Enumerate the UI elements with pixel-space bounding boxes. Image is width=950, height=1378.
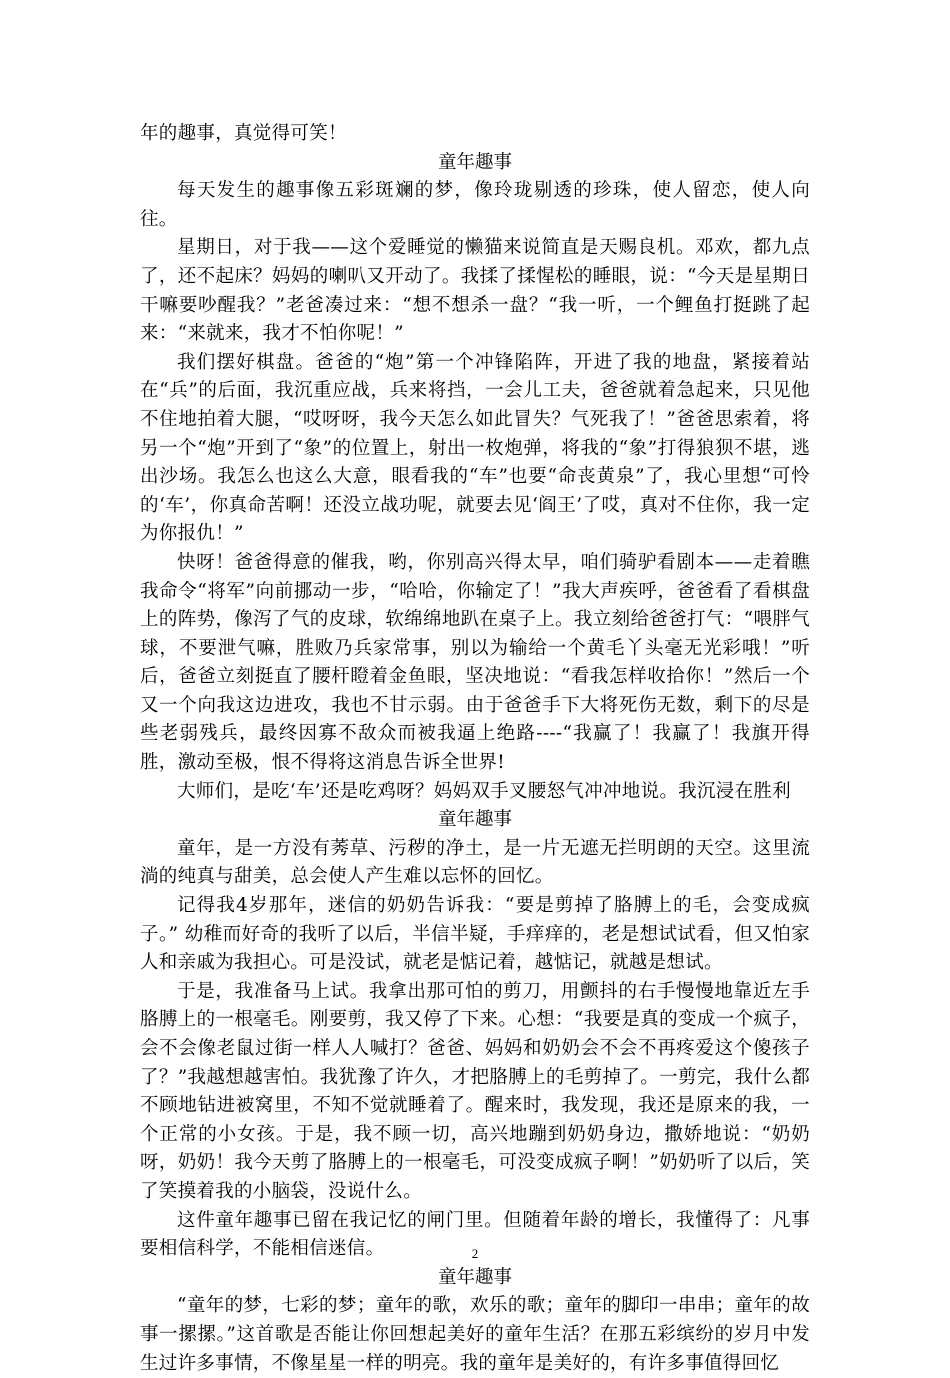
section-title: 童年趣事 bbox=[437, 1266, 512, 1288]
paragraph: 星期日，对于我——这个爱睡觉的懒猫来说简直是天赐良机。邓欢，都九点了，还不起床？妈妈的喇叭又开动了。我揉了揉惺松的睡眼，说：“今天是星期日干嘛要吵醒我？”老爸凑过来：“想不想杀一盘？“我一听，一个鲤鱼打挺跳了起来：“来就来，我才不怕你呢！” bbox=[140, 237, 810, 345]
section-title: 童年趣事 bbox=[437, 151, 512, 173]
paragraph: 大师们，是吃‘车’还是吃鸡呀？妈妈双手叉腰怒气冲冲地说。我沉浸在胜利 bbox=[177, 780, 791, 802]
page-number: 2 bbox=[471, 1246, 479, 1261]
continuation-text: 年的趣事，真觉得可笑！ bbox=[140, 123, 347, 144]
paragraph: 这件童年趣事已留在我记忆的闸门里。但随着年龄的增长，我懂得了：凡事要相信科学，不能相信迷信。 bbox=[140, 1209, 810, 1260]
section-3 bbox=[140, 1264, 810, 1378]
paragraph: “童年的梦，七彩的梦；童年的歌，欢乐的歌；童年的脚印一串串；童年的故事一摞摞。”这首歌是否能让你回想起美好的童年生活？在那五彩缤纷的岁月中发生过许多事情，不像星星一样的明亮。我的童年是美好的，有许多事值得回忆 bbox=[140, 1295, 810, 1374]
paragraph: 记得我4岁那年，迷信的奶奶告诉我：“要是剪掉了胳膊上的毛，会变成疯子。” 幼稚而好奇的我听了以后，半信半疑，手痒痒的，老是想试试看，但又怕家人和亲戚为我担心。可是没试，就老是惦记着，越惦记，就越是想试。 bbox=[140, 895, 810, 974]
section-1 bbox=[140, 149, 810, 807]
paragraph: 于是，我准备马上试。我拿出那可怕的剪刀，用颤抖的右手慢慢地靠近左手胳膊上的一根毫毛。刚要剪，我又停了下来。心想：“我要是真的变成一个疯子，会不会像老鼠过街一样人人喊打？爸爸、妈妈和奶奶会不会不再疼爱这个傻孩子了？”我越想越害怕。我犹豫了许久，才把胳膊上的毛剪掉了。一剪完，我什么都不顾地钻进被窝里，不知不觉就睡着了。醒来时，我发现，我还是原来的我，一个正常的小女孩。于是，我不顾一切，高兴地蹦到奶奶身边，撒娇地说：“奶奶呀，奶奶！我今天剪了胳膊上的一根毫毛，可没变成疯子啊！”奶奶听了以后，笑了笑摸着我的小脑袋，没说什么。 bbox=[140, 980, 810, 1202]
paragraph: 快呀！爸爸得意的催我，哟，你别高兴得太早，咱们骑驴看剧本——走着瞧我命令“将军”向前挪动一步，“哈哈，你输定了！”我大声疾呼，爸爸看了看棋盘上的阵势，像泻了气的皮球，软绵绵地趴在桌子上。我立刻给爸爸打气：“喂胖气球，不要泄气嘛，胜败乃兵家常事，别以为输给一个黄毛丫头毫无光彩哦！”听后，爸爸立刻挺直了腰杆瞪着金鱼眼，坚决地说：“看我怎样收拾你！”然后一个又一个向我这边进攻，我也不甘示弱。由于爸爸手下大将死伤无数，剩下的尽是些老弱残兵，最终因寡不敌众而被我逼上绝路----“我赢了！我赢了！我旗开得胜，激动至极，恨不得将这消息告诉全世界! bbox=[140, 551, 810, 774]
section-title: 童年趣事 bbox=[437, 809, 512, 831]
section-2 bbox=[140, 806, 810, 1264]
paragraph: 童年，是一方没有莠草、污秽的净土，是一片无遮无拦明朗的天空。这里流淌的纯真与甜美，总会使人产生难以忘怀的回忆。 bbox=[140, 837, 810, 888]
paragraph: 每天发生的趣事像五彩斑斓的梦，像玲珑剔透的珍珠，使人留恋，使人向往。 bbox=[140, 180, 810, 230]
paragraph: 我们摆好棋盘。爸爸的“炮”第一个冲锋陷阵，开进了我的地盘，紧接着站在“兵”的后面，我沉重应战，兵来将挡，一会儿工夫，爸爸就着急起来，只见他不住地拍着大腿，“哎呀呀，我今天怎么如此冒失？气死我了！”爸爸思索着，将另一个“炮”开到了“象”的位置上，射出一枚炮弹，将我的“象”打得狼狈不堪，逃出沙场。我怎么也这么大意，眼看我的“车”也要“命丧黄泉”了，我心里想“可怜的‘车’，你真命苦啊！还没立战功呢，就要去见‘阎王’了哎，真对不住你，我一定为你报仇！” bbox=[140, 351, 810, 545]
document-page bbox=[140, 120, 810, 1378]
